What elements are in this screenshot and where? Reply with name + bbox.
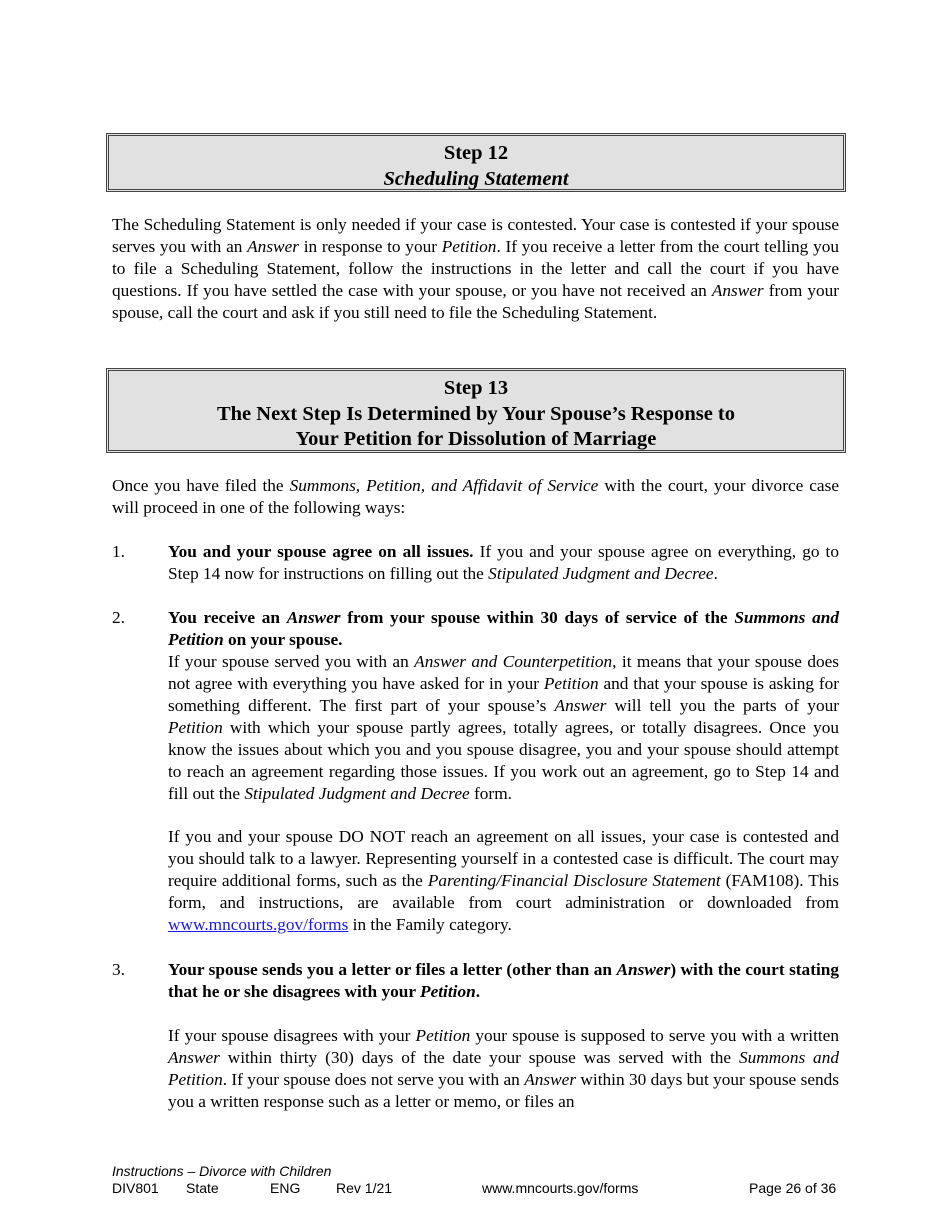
text-run: Petition — [168, 718, 223, 737]
step-13-title-line-1: The Next Step Is Determined by Your Spouse’s Response to — [216, 402, 736, 425]
text-run: The Scheduling Statement is only needed if your case is contested. Your case is contested if your spouse serves you with an — [112, 215, 839, 256]
text-run: Answer — [168, 1048, 220, 1067]
text-run: If your spouse served you with an — [168, 652, 415, 671]
step-12-number: Step 12 — [443, 142, 509, 164]
list-item-2-number: 2. — [112, 608, 125, 627]
text-run: with which your spouse partly agrees, totally agrees, or totally disagrees. Once you know the issues about which you and you spouse disagree, you and your spouse should attempt to reach an agreement regarding those issues. If you work out an agreement, go to Step 14 and fill out the — [168, 718, 839, 803]
footer-form-id: DIV801 — [112, 1180, 159, 1196]
footer-jurisdiction: State — [186, 1180, 219, 1196]
list-item-3-detail-text — [168, 1025, 839, 1113]
forms-link[interactable]: www.mncourts.gov/forms — [168, 915, 349, 934]
step-12-title: Scheduling Statement — [383, 167, 569, 190]
text-run: . If your spouse does not serve you with an — [222, 1070, 525, 1089]
text-run: Summons and Petition — [168, 608, 839, 649]
text-run: You and your spouse agree on all issues. — [168, 542, 474, 561]
text-run: Answer — [286, 608, 341, 627]
text-run: within thirty (30) days of the date your spouse was served with the — [219, 1048, 739, 1067]
step-12-header — [106, 133, 846, 192]
text-run: . — [475, 982, 481, 1001]
text-run: and that your spouse is asking for something different. The first part of your spouse’s — [168, 674, 839, 715]
step-13-intro — [112, 475, 839, 519]
text-run: on your spouse. — [223, 630, 343, 649]
text-run: from your spouse, call the court and ask if you still need to file the Scheduling Statement. — [112, 281, 839, 322]
text-run: Parenting/Financial Disclosure Statement — [427, 871, 721, 890]
text-run: Your spouse sends you a letter or files a letter (other than an — [168, 960, 617, 979]
text-run: Petition — [415, 1026, 471, 1045]
list-item-3-text — [168, 959, 839, 1003]
list-item-2-contested-text — [168, 826, 839, 936]
text-run: Answer and Counterpetition — [414, 652, 613, 671]
text-run: Petition — [441, 237, 497, 256]
step-13-title-line-2: Your Petition for Dissolution of Marriage — [295, 428, 657, 450]
text-run: Summons, Petition, and Affidavit of Service — [289, 476, 599, 495]
text-run: will tell you the parts of your — [606, 696, 839, 715]
text-run: Answer — [247, 237, 299, 256]
step-13-number: Step 13 — [443, 377, 509, 399]
list-item-1-text — [168, 541, 839, 585]
text-run: If you and your spouse DO NOT reach an agreement on all issues, your case is contested and you should talk to a lawyer. Representing yourself in a contested case is difficult. The court may require additional forms, such as the — [168, 827, 839, 890]
text-run: Answer — [524, 1070, 577, 1089]
list-item-3-number: 3. — [112, 960, 125, 979]
text-run: Answer — [554, 696, 607, 715]
footer-revision: Rev 1/21 — [336, 1180, 393, 1196]
text-run: Stipulated Judgment and Decree — [244, 784, 470, 803]
text-run: Petition — [420, 982, 476, 1001]
footer — [112, 1163, 840, 1199]
footer-url: www.mncourts.gov/forms — [482, 1180, 639, 1196]
text-run: in the Family category. — [348, 915, 512, 934]
text-run: within 30 days but your spouse sends you a written response such as a letter or memo, or files an — [168, 1070, 839, 1111]
text-run: with the court, your divorce case will proceed in one of the following ways: — [112, 476, 839, 517]
text-run: Summons and Petition — [168, 1048, 839, 1089]
list-item-1-number: 1. — [112, 542, 125, 561]
text-run: from your spouse within 30 days of service of the — [340, 608, 735, 627]
text-run: in response to your — [298, 237, 442, 256]
footer-language: ENG — [270, 1180, 301, 1196]
text-run: (FAM108). This form, and instructions, are available from court administration or downloaded from — [168, 871, 839, 912]
text-run: your spouse is supposed to serve you with a written — [470, 1026, 839, 1045]
text-run: , it means that your spouse does not agree with everything you have asked for in your — [168, 652, 839, 693]
text-run: If your spouse disagrees with your — [168, 1026, 416, 1045]
text-run: If you and your spouse agree on everything, go to Step 14 now for instructions on filling out the — [168, 542, 839, 583]
text-run: Petition — [543, 674, 599, 693]
text-run: Once you have filed the — [112, 476, 290, 495]
text-run: Answer — [616, 960, 671, 979]
list-item-2-text — [168, 607, 839, 805]
step-13-header — [106, 368, 846, 453]
text-run: You receive an — [168, 608, 287, 627]
footer-title: Instructions – Divorce with Children — [112, 1163, 332, 1179]
text-run: . If you receive a letter from the court telling you to file a Scheduling Statement, follow the instructions in the letter and call the court if you have questions. If you have settled the case with your spouse, or you have not received an — [112, 237, 839, 300]
step-12-body — [112, 214, 839, 324]
text-run: ) with the court stating that he or she disagrees with your — [168, 960, 839, 1001]
text-run: . — [713, 564, 718, 583]
text-run: Stipulated Judgment and Decree — [488, 564, 714, 583]
text-run: Answer — [711, 281, 764, 300]
text-run: form. — [469, 784, 512, 803]
footer-page-number: Page 26 of 36 — [749, 1180, 837, 1196]
